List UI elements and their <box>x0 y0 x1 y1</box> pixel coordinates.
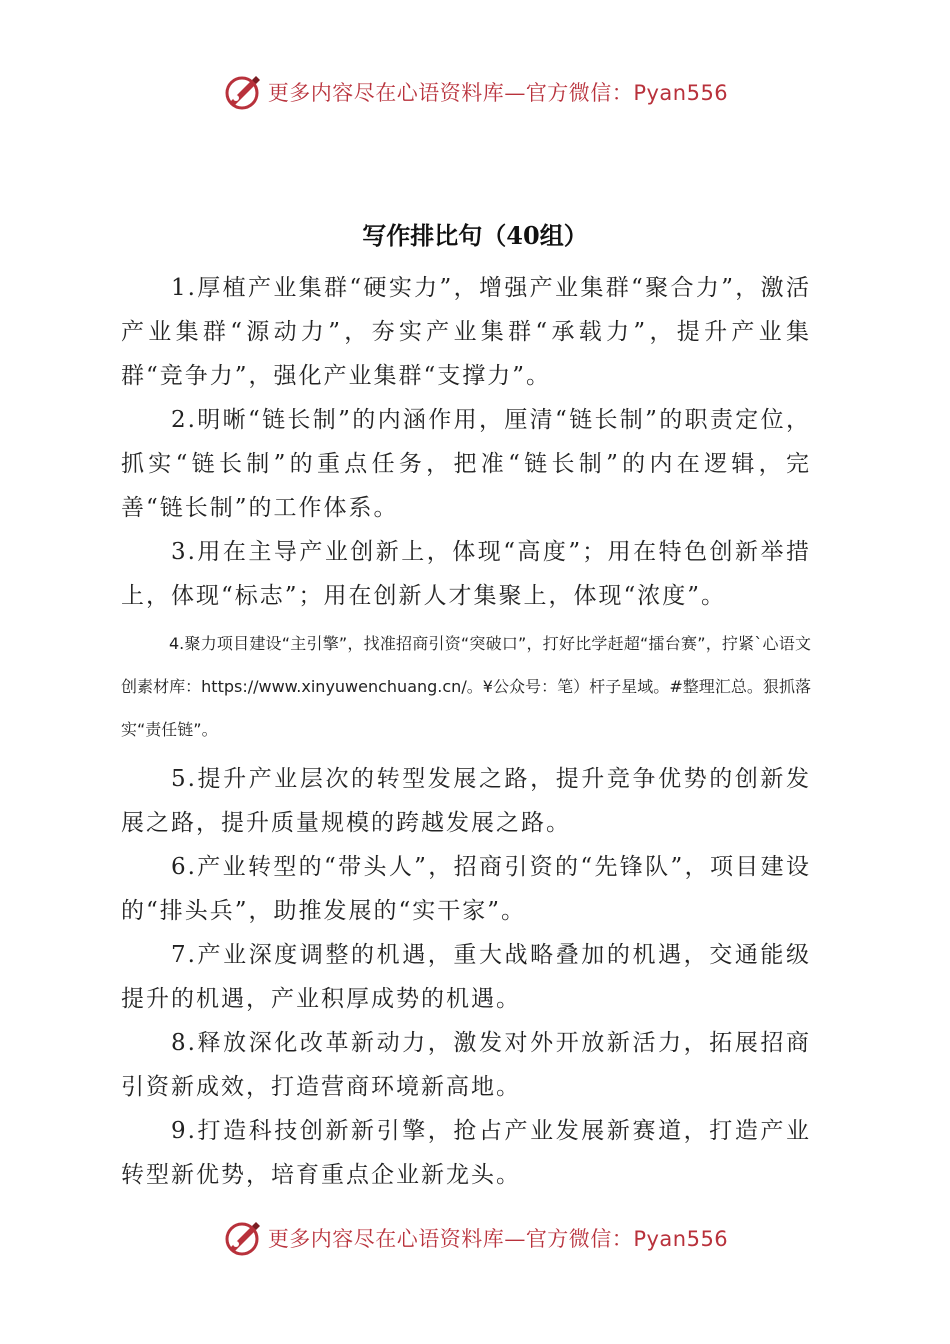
footer-watermark <box>0 1216 950 1260</box>
watermark-separator: — <box>504 1227 526 1251</box>
watermark-text <box>268 77 728 107</box>
paragraph-1: 1.厚植产业集群“硬实力”，增强产业集群“聚合力”，激活产业集群“源动力”，夯实产业集群“承载力”，提升产业集群“竞争力”，强化产业集群“支撑力”。 <box>121 275 811 389</box>
paragraph-3: 3.用在主导产业创新上，体现“高度”；用在特色创新举措上，体现“标志”；用在创新人才集聚上，体现“浓度”。 <box>121 539 811 609</box>
watermark-wechat-id: Pyan556 <box>633 81 729 105</box>
paragraph-7: 7.产业深度调整的机遇，重大战略叠加的机遇，交通能级提升的机遇，产业积厚成势的机遇。 <box>121 942 811 1012</box>
watermark-main: 更多内容尽在心语资料库 <box>267 81 505 105</box>
watermark-wechat-label: 官方微信： <box>525 81 634 105</box>
watermark-wechat-id: Pyan556 <box>633 1227 729 1251</box>
watermark-text <box>268 1223 728 1253</box>
pen-circle-logo-icon <box>222 72 262 112</box>
paragraph-8: 8.释放深化改革新动力，激发对外开放新活力，拓展招商引资新成效，打造营商环境新高地。 <box>121 1030 811 1100</box>
header-watermark <box>0 70 950 114</box>
paragraph-9: 9.打造科技创新新引擎，抢占产业发展新赛道，打造产业转型新优势，培育重点企业新龙头。 <box>121 1118 811 1188</box>
document-title: 写作排比句（40组） <box>362 221 588 250</box>
watermark-wechat-label: 官方微信： <box>525 1227 634 1251</box>
watermark-separator: — <box>504 81 526 105</box>
paragraph-6: 6.产业转型的“带头人”，招商引资的“先锋队”，项目建设的“排头兵”，助推发展的“实干家”。 <box>121 854 811 924</box>
document-body <box>121 266 811 1197</box>
paragraph-5: 5.提升产业层次的转型发展之路，提升竞争优势的创新发展之路，提升质量规模的跨越发展之路。 <box>121 766 811 836</box>
paragraph-2: 2.明晰“链长制”的内涵作用，厘清“链长制”的职责定位，抓实“链长制”的重点任务，把准“链长制”的内在逻辑，完善“链长制”的工作体系。 <box>121 407 811 521</box>
pen-circle-logo-icon <box>222 1218 262 1258</box>
paragraph-4: 4.聚力项目建设“主引擎”，找准招商引资“突破口”，打好比学赶超“擂台赛”，拧紧`心语文创素材库：https://www.xinyuwenchuang.cn/。¥公众号：笔）杆子星域。#整理汇总。狠抓落实“责任链”。 <box>121 634 811 739</box>
watermark-main: 更多内容尽在心语资料库 <box>267 1227 505 1251</box>
